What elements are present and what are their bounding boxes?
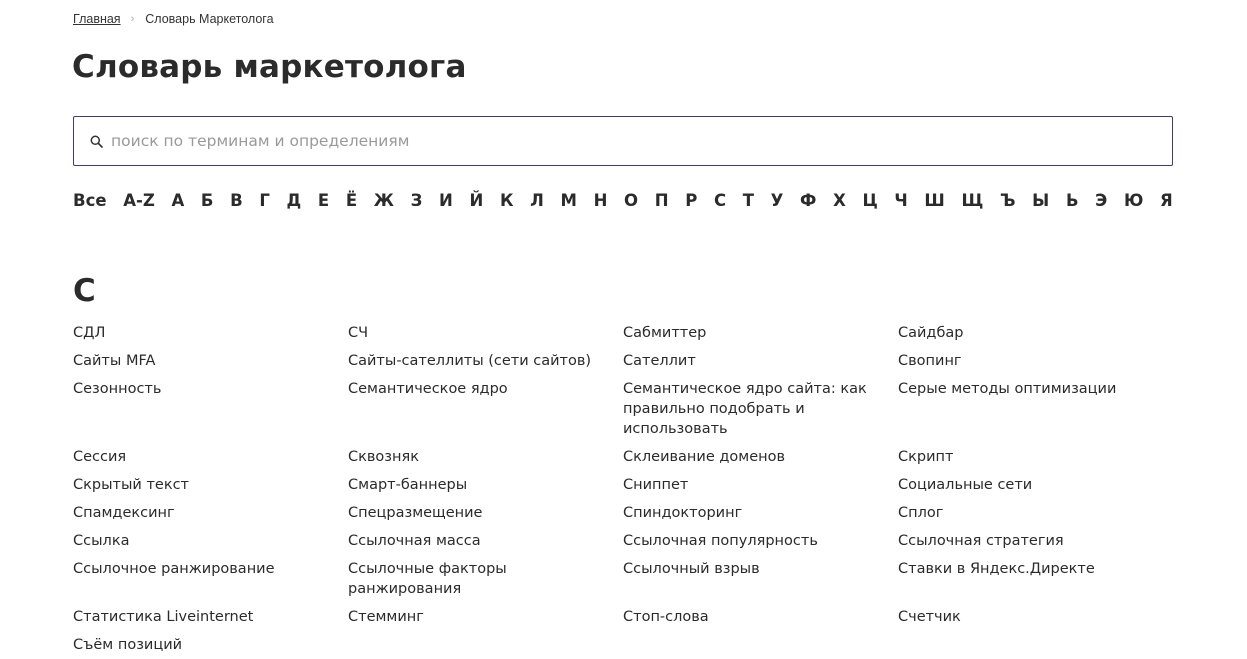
term-link[interactable]: Ставки в Яндекс.Директе [898, 561, 1095, 577]
term-link[interactable]: Сателлит [623, 353, 696, 369]
alphabet-letter[interactable]: Ц [862, 191, 878, 210]
alphabet-letter[interactable]: Все [73, 191, 107, 210]
term-link[interactable]: Скрипт [898, 449, 954, 465]
term-link[interactable]: Сайты-сателлиты (сети сайтов) [348, 353, 592, 369]
term-link[interactable]: Сквозняк [348, 449, 419, 465]
alphabet-letter[interactable]: Я [1159, 191, 1173, 210]
alphabet-letter[interactable]: К [499, 191, 514, 210]
term-link[interactable]: Ссылочный взрыв [623, 561, 760, 577]
term-link[interactable]: Ссылочное ранжирование [73, 561, 275, 577]
alphabet-letter[interactable]: Б [200, 191, 214, 210]
terms-list [73, 323, 1173, 655]
term-link[interactable]: Социальные сети [898, 477, 1033, 493]
search-input[interactable] [111, 126, 1111, 156]
breadcrumb-home-link[interactable]: Главная [73, 12, 121, 26]
term-link[interactable]: Статистика Liveinternet [73, 609, 254, 625]
term-link[interactable]: Стоп-слова [623, 609, 709, 625]
alphabet-letter[interactable]: В [230, 191, 243, 210]
term-link[interactable]: Сессия [73, 449, 127, 465]
alphabet-letter[interactable]: Г [259, 191, 270, 210]
term-link[interactable]: Свопинг [898, 353, 962, 369]
breadcrumb [73, 12, 274, 26]
alphabet-letter[interactable]: Ф [800, 191, 817, 210]
alphabet-filter [73, 191, 1173, 211]
chevron-right-icon: › [130, 13, 135, 25]
term-link[interactable]: Спамдексинг [73, 505, 175, 521]
term-link[interactable]: Спиндокторинг [623, 505, 743, 521]
alphabet-letter[interactable]: М [560, 191, 577, 210]
term-link[interactable]: Скрытый текст [73, 477, 190, 493]
alphabet-letter[interactable]: Д [286, 191, 302, 210]
term-link[interactable]: Семантическое ядро [348, 381, 508, 397]
alphabet-letter[interactable]: Ш [924, 191, 945, 210]
term-link[interactable]: СЧ [348, 325, 369, 341]
page-title: Словарь маркетолога [72, 49, 467, 85]
alphabet-letter[interactable]: Щ [961, 191, 984, 210]
alphabet-letter[interactable]: Ч [894, 191, 908, 210]
alphabet-letter[interactable]: Х [833, 191, 846, 210]
term-link[interactable]: Ссылочные факторы ранжирования [348, 561, 507, 597]
alphabet-letter[interactable]: Ж [373, 191, 394, 210]
alphabet-letter[interactable]: Ю [1123, 191, 1144, 210]
alphabet-letter[interactable]: Ь [1065, 191, 1079, 210]
term-link[interactable]: Семантическое ядро сайта: как правильно подобрать и использовать [623, 381, 867, 437]
term-link[interactable]: Ссылка [73, 533, 130, 549]
alphabet-letter[interactable]: А [171, 191, 185, 210]
alphabet-letter[interactable]: Р [685, 191, 698, 210]
alphabet-letter[interactable]: Т [742, 191, 754, 210]
term-link[interactable]: Склеивание доменов [623, 449, 786, 465]
term-link[interactable]: Счетчик [898, 609, 961, 625]
search-icon [89, 134, 103, 148]
alphabet-letter[interactable]: Й [469, 191, 484, 210]
term-link[interactable]: Стемминг [348, 609, 424, 625]
term-link[interactable]: Сниппет [623, 477, 689, 493]
alphabet-letter[interactable]: Э [1095, 191, 1108, 210]
term-link[interactable]: Сплог [898, 505, 944, 521]
term-link[interactable]: Сезонность [73, 381, 162, 397]
alphabet-letter[interactable]: З [410, 191, 423, 210]
alphabet-letter[interactable]: П [654, 191, 669, 210]
alphabet-letter[interactable]: Е [317, 191, 330, 210]
alphabet-letter[interactable]: Н [593, 191, 608, 210]
term-link[interactable]: Сайты MFA [73, 353, 156, 369]
alphabet-letter[interactable]: Ъ [1000, 191, 1016, 210]
term-link[interactable]: Серые методы оптимизации [898, 381, 1117, 397]
section-letter: С [73, 273, 96, 309]
term-link[interactable]: Спецразмещение [348, 505, 483, 521]
alphabet-letter[interactable]: Ы [1032, 191, 1050, 210]
term-link[interactable]: Ссылочная популярность [623, 533, 818, 549]
term-link[interactable]: Сайдбар [898, 325, 964, 341]
term-link[interactable]: Ссылочная стратегия [898, 533, 1064, 549]
term-link[interactable]: Сабмиттер [623, 325, 707, 341]
alphabet-letter[interactable]: С [713, 191, 727, 210]
term-link[interactable]: Ссылочная масса [348, 533, 481, 549]
search-box [73, 116, 1173, 166]
term-link[interactable]: Смарт-баннеры [348, 477, 468, 493]
term-link[interactable]: Съём позиций [73, 637, 183, 653]
alphabet-letter[interactable]: Ё [345, 191, 358, 210]
alphabet-letter[interactable]: О [624, 191, 639, 210]
alphabet-letter[interactable]: Л [530, 191, 544, 210]
alphabet-letter[interactable]: У [770, 191, 784, 210]
breadcrumb-current: Словарь Маркетолога [145, 12, 274, 26]
alphabet-letter[interactable]: И [439, 191, 453, 210]
alphabet-letter[interactable]: A-Z [123, 191, 155, 210]
term-link[interactable]: СДЛ [73, 325, 106, 341]
